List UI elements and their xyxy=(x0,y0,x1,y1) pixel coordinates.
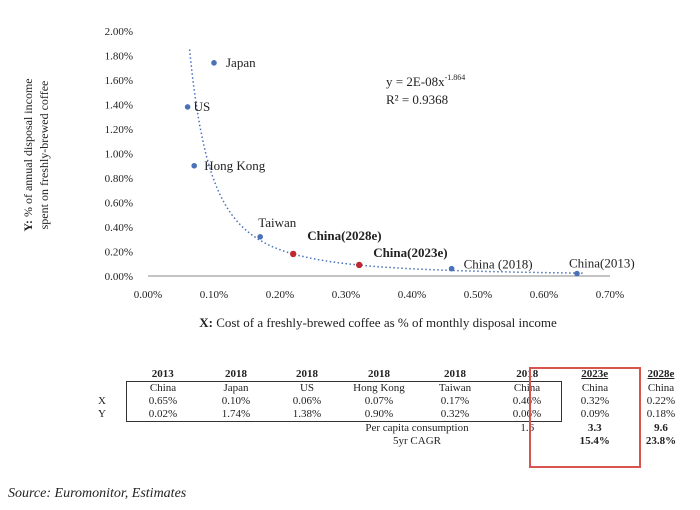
r-squared: R² = 0.9368 xyxy=(386,92,449,107)
point-label: China(2028e) xyxy=(307,227,382,243)
country-cell: China xyxy=(493,382,562,396)
data-point xyxy=(574,271,580,277)
data-point xyxy=(356,262,362,268)
x-value-cell: 0.32% xyxy=(580,395,610,407)
per-capita-value: 1.6 xyxy=(520,422,535,434)
point-label: China(2013) xyxy=(569,255,635,271)
cagr-value: 15.4% xyxy=(579,435,610,447)
y-tick-label: 1.60% xyxy=(104,75,133,87)
country-cell: China xyxy=(647,381,675,394)
x-axis-title: X: Cost of a freshly-brewed coffee as % of monthly disposal income xyxy=(199,315,557,330)
country-cell: China xyxy=(581,381,609,394)
row-label-y: Y xyxy=(98,408,106,421)
y-tick-label: 1.80% xyxy=(104,50,133,63)
point-label: China(2023e) xyxy=(373,244,448,260)
x-tick-label: 0.00% xyxy=(133,289,163,301)
per-capita-value: 9.6 xyxy=(654,421,668,434)
x-value-cell: 0.06% xyxy=(292,395,322,407)
cagr-value: 23.8% xyxy=(645,435,677,447)
y-value-cell: 1.38% xyxy=(273,408,341,422)
country-cell: US xyxy=(273,382,341,396)
x-tick-labels xyxy=(134,289,624,301)
year-cell: 2028e xyxy=(647,368,675,381)
data-point xyxy=(191,163,197,169)
x-tick-label: 0.60% xyxy=(529,289,559,301)
data-point xyxy=(185,104,191,110)
x-tick-label: 0.20% xyxy=(265,289,295,301)
country-cell: Taiwan xyxy=(417,382,493,396)
per-capita-value: 3.3 xyxy=(587,421,602,434)
cagr-label: 5yr CAGR xyxy=(393,435,441,447)
y-value-cell: 0.02% xyxy=(127,408,200,422)
y-tick-label: 0.60% xyxy=(104,197,133,210)
trend-equation: $y = 2E-08x^{-1.864}$ xyxy=(386,73,466,89)
year-cell: 2023e xyxy=(581,368,609,381)
y-tick-label: 0.40% xyxy=(104,222,133,234)
y-value-cell: 0.18% xyxy=(646,408,676,421)
x-value-cell: 0.07% xyxy=(364,395,394,407)
y-tick-label: 1.00% xyxy=(104,148,133,161)
row-label-x: X xyxy=(98,395,106,407)
y-value-cell: 0.32% xyxy=(417,408,493,422)
point-label: US xyxy=(193,98,211,114)
data-point xyxy=(211,60,217,66)
year-cell: 2018 xyxy=(225,368,247,380)
x-tick-label: 0.30% xyxy=(331,289,361,301)
y-tick-label: 0.20% xyxy=(104,246,133,259)
year-cell: 2018 xyxy=(368,368,390,380)
x-tick-label: 0.70% xyxy=(595,289,625,301)
forecast-highlight-box xyxy=(529,367,641,468)
country-cell: Japan xyxy=(199,382,273,396)
source-note: Source: Euromonitor, Estimates xyxy=(8,486,187,501)
point-label: China (2018) xyxy=(463,256,533,272)
data-point xyxy=(290,251,296,257)
year-cell: 2018 xyxy=(444,368,466,380)
year-cell: 2018 xyxy=(296,368,318,380)
x-tick-label: 0.50% xyxy=(463,289,493,301)
x-tick-label: 0.40% xyxy=(397,289,427,301)
y-tick-label: 2.00% xyxy=(104,26,133,38)
year-cell: 2013 xyxy=(151,368,174,380)
year-cell: 2018 xyxy=(516,368,539,380)
x-value-cell: 0.65% xyxy=(127,395,200,408)
y-value-cell: 0.06% xyxy=(493,408,562,422)
y-value-cell: 0.90% xyxy=(341,408,417,422)
y-value-cell: 0.09% xyxy=(580,408,610,421)
x-value-cell: 0.10% xyxy=(221,395,251,407)
point-label: Taiwan xyxy=(258,214,297,230)
y-value-cell: 1.74% xyxy=(199,408,273,422)
y-tick-label: 1.20% xyxy=(104,124,133,136)
y-tick-label: 1.40% xyxy=(104,99,133,112)
x-value-cell: 0.46% xyxy=(493,395,562,408)
y-tick-label: 0.00% xyxy=(104,271,133,283)
point-label: Japan xyxy=(226,54,256,70)
data-point xyxy=(257,234,263,240)
x-value-cell: 0.17% xyxy=(440,395,470,407)
y-axis-title-line2: spent on freshly-brewed coffee xyxy=(37,80,51,230)
country-cell: Hong Kong xyxy=(341,382,417,396)
point-label: Hong Kong xyxy=(204,157,266,173)
data-point xyxy=(449,266,455,272)
y-tick-labels xyxy=(105,26,133,283)
y-tick-label: 0.80% xyxy=(104,173,133,185)
per-capita-label: Per capita consumption xyxy=(365,422,469,434)
y-axis-title: Y: % of annual disposal income xyxy=(21,78,35,232)
x-tick-label: 0.10% xyxy=(199,289,229,301)
country-cell: China xyxy=(127,382,200,396)
x-value-cell: 0.22% xyxy=(646,395,676,407)
